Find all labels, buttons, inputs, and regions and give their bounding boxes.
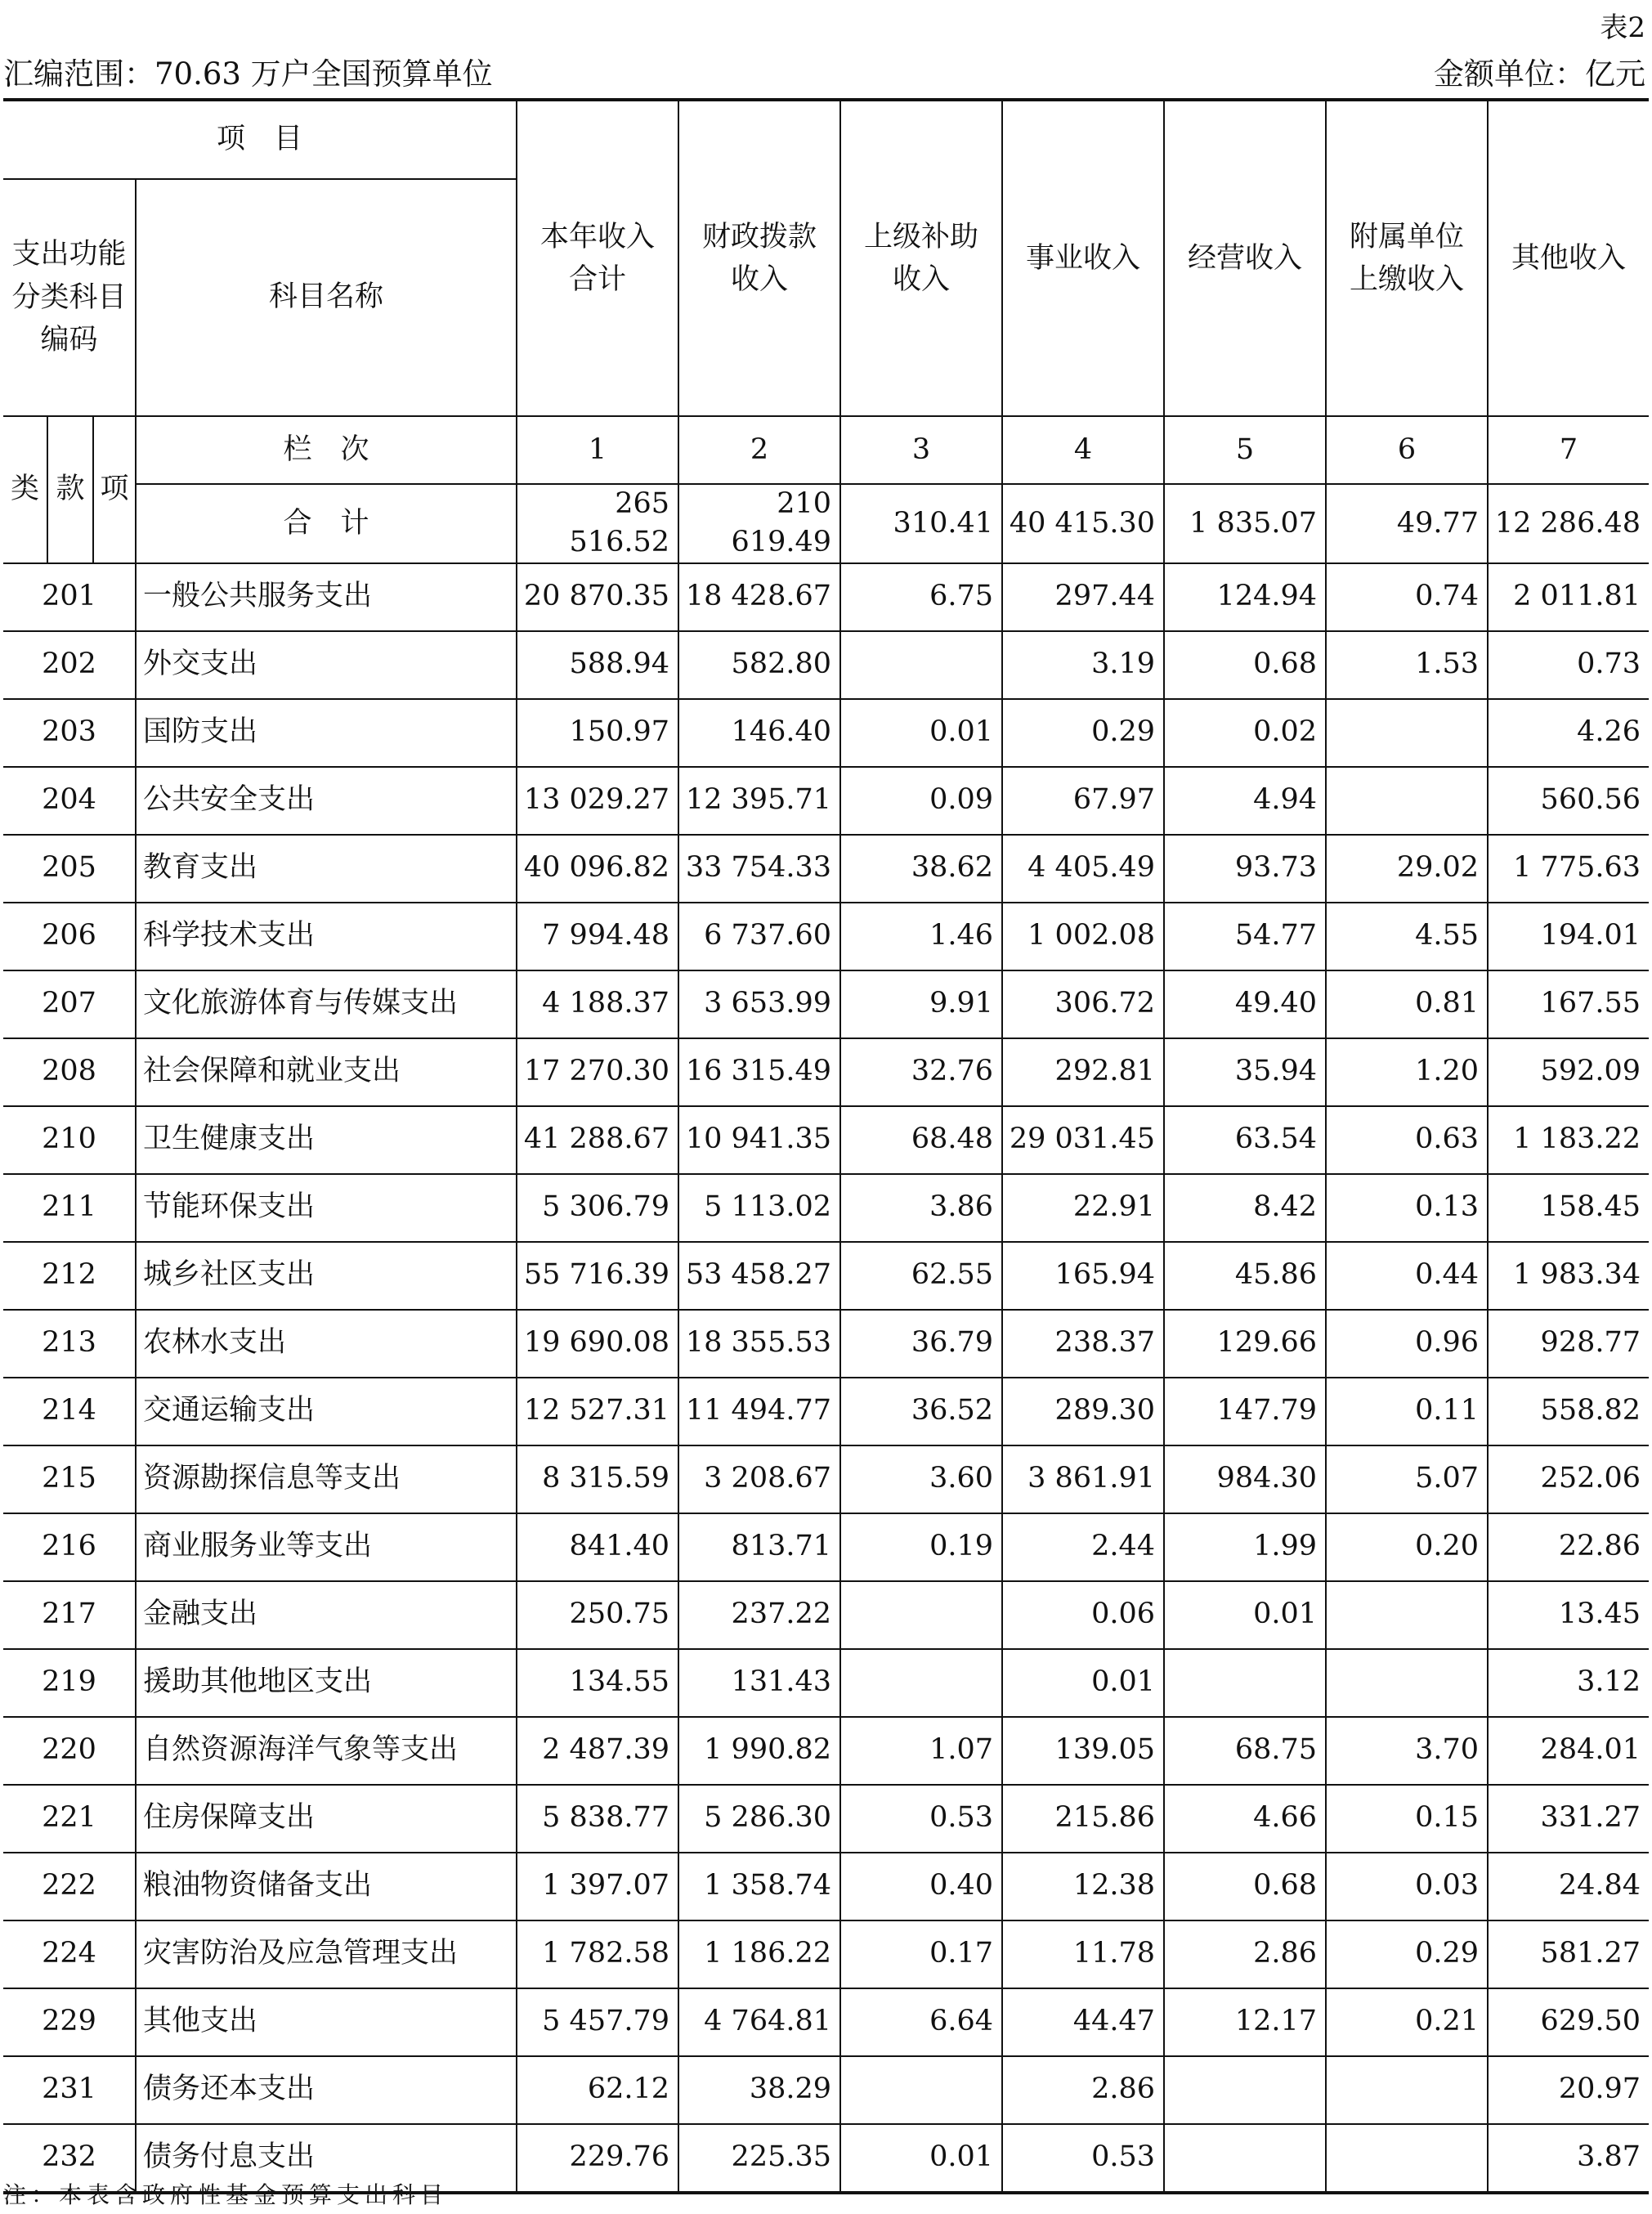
amount-cell: 3.19: [1002, 631, 1164, 699]
table-row: [3, 1242, 1649, 1310]
amount-cell: 62.12: [517, 2056, 678, 2124]
col-header-business-income: 事业收入: [1002, 100, 1164, 416]
amount-cell: [1326, 1649, 1488, 1717]
amount-cell: 150.97: [517, 699, 678, 767]
amount-cell: 158.45: [1488, 1174, 1649, 1242]
amount-cell: 592.09: [1488, 1038, 1649, 1106]
amount-cell: 2.44: [1002, 1513, 1164, 1581]
amount-cell: 0.09: [840, 767, 1002, 835]
amount-cell: 1 775.63: [1488, 835, 1649, 903]
amount-cell: 54.77: [1164, 903, 1326, 970]
subject-code: 220: [3, 1717, 136, 1785]
subject-code: 205: [3, 835, 136, 903]
amount-cell: 11 494.77: [678, 1378, 840, 1445]
subject-code: 229: [3, 1988, 136, 2056]
amount-cell: 252.06: [1488, 1445, 1649, 1513]
amount-cell: 6 737.60: [678, 903, 840, 970]
amount-cell: 4 764.81: [678, 1988, 840, 2056]
subject-code: 211: [3, 1174, 136, 1242]
amount-cell: 0.29: [1326, 1920, 1488, 1988]
amount-cell: 1.53: [1326, 631, 1488, 699]
amount-cell: 4.94: [1164, 767, 1326, 835]
total-value: 210 619.49: [678, 484, 840, 563]
code-header: 支出功能 分类科目 编码: [3, 179, 136, 416]
amount-cell: 3 861.91: [1002, 1445, 1164, 1513]
amount-cell: 22.91: [1002, 1174, 1164, 1242]
subject-code: 214: [3, 1378, 136, 1445]
amount-cell: 139.05: [1002, 1717, 1164, 1785]
lanci-label: 栏 次: [136, 416, 517, 484]
col-header-affiliated-remit: 附属单位 上缴收入: [1326, 100, 1488, 416]
amount-cell: 32.76: [840, 1038, 1002, 1106]
amount-cell: 0.06: [1002, 1581, 1164, 1649]
col-number: 3: [840, 416, 1002, 484]
amount-cell: 0.20: [1326, 1513, 1488, 1581]
amount-cell: 237.22: [678, 1581, 840, 1649]
amount-cell: [1326, 1581, 1488, 1649]
amount-cell: 1.99: [1164, 1513, 1326, 1581]
table-row: [3, 1513, 1649, 1581]
amount-cell: [1164, 2056, 1326, 2124]
amount-cell: 29.02: [1326, 835, 1488, 903]
amount-cell: 29 031.45: [1002, 1106, 1164, 1174]
amount-cell: 12 527.31: [517, 1378, 678, 1445]
subject-name: 债务付息支出: [136, 2124, 517, 2193]
amount-cell: [1164, 1649, 1326, 1717]
total-value: 49.77: [1326, 484, 1488, 563]
col-header-fiscal-allocation: 财政拨款 收入: [678, 100, 840, 416]
name-header: 科目名称: [136, 179, 517, 416]
amount-unit: 金额单位：亿元: [1434, 56, 1645, 92]
amount-cell: 7 994.48: [517, 903, 678, 970]
amount-cell: 93.73: [1164, 835, 1326, 903]
col-header-total-income: 本年收入 合计: [517, 100, 678, 416]
total-value: 40 415.30: [1002, 484, 1164, 563]
table-row: [3, 1853, 1649, 1920]
subject-name: 城乡社区支出: [136, 1242, 517, 1310]
amount-cell: 0.13: [1326, 1174, 1488, 1242]
amount-cell: 146.40: [678, 699, 840, 767]
amount-cell: 194.01: [1488, 903, 1649, 970]
amount-cell: 1 397.07: [517, 1853, 678, 1920]
amount-cell: 0.15: [1326, 1785, 1488, 1853]
amount-cell: [840, 1649, 1002, 1717]
col-number: 5: [1164, 416, 1326, 484]
amount-cell: [840, 1581, 1002, 1649]
amount-cell: 5 113.02: [678, 1174, 840, 1242]
amount-cell: 3.60: [840, 1445, 1002, 1513]
amount-cell: [1326, 2124, 1488, 2193]
amount-cell: 0.01: [840, 699, 1002, 767]
subject-code: 202: [3, 631, 136, 699]
amount-cell: 68.48: [840, 1106, 1002, 1174]
subject-name: 节能环保支出: [136, 1174, 517, 1242]
amount-cell: 4.66: [1164, 1785, 1326, 1853]
amount-cell: 558.82: [1488, 1378, 1649, 1445]
table-row: [3, 1785, 1649, 1853]
amount-cell: 225.35: [678, 2124, 840, 2193]
amount-cell: 841.40: [517, 1513, 678, 1581]
table-row: [3, 1649, 1649, 1717]
table-row: [3, 1920, 1649, 1988]
amount-cell: 62.55: [840, 1242, 1002, 1310]
subject-name: 金融支出: [136, 1581, 517, 1649]
amount-cell: 0.53: [840, 1785, 1002, 1853]
amount-cell: 1 782.58: [517, 1920, 678, 1988]
amount-cell: 12 395.71: [678, 767, 840, 835]
amount-cell: 38.62: [840, 835, 1002, 903]
table-row: [3, 1310, 1649, 1378]
subject-name: 灾害防治及应急管理支出: [136, 1920, 517, 1988]
table-row: [3, 1581, 1649, 1649]
amount-cell: 18 428.67: [678, 563, 840, 631]
amount-cell: 289.30: [1002, 1378, 1164, 1445]
amount-cell: 1 002.08: [1002, 903, 1164, 970]
total-label: 合 计: [136, 484, 517, 563]
amount-cell: 0.63: [1326, 1106, 1488, 1174]
amount-cell: 0.19: [840, 1513, 1002, 1581]
subject-name: 住房保障支出: [136, 1785, 517, 1853]
amount-cell: 331.27: [1488, 1785, 1649, 1853]
amount-cell: 22.86: [1488, 1513, 1649, 1581]
subject-name: 自然资源海洋气象等支出: [136, 1717, 517, 1785]
table-row: [3, 1445, 1649, 1513]
amount-cell: 229.76: [517, 2124, 678, 2193]
total-row: [3, 484, 1649, 563]
amount-cell: 0.17: [840, 1920, 1002, 1988]
amount-cell: 33 754.33: [678, 835, 840, 903]
amount-cell: 297.44: [1002, 563, 1164, 631]
subject-name: 交通运输支出: [136, 1378, 517, 1445]
subject-name: 粮油物资储备支出: [136, 1853, 517, 1920]
amount-cell: 5 286.30: [678, 1785, 840, 1853]
col-header-other-income: 其他收入: [1488, 100, 1649, 416]
amount-cell: 20 870.35: [517, 563, 678, 631]
col-number: 7: [1488, 416, 1649, 484]
amount-cell: 129.66: [1164, 1310, 1326, 1378]
subject-code: 204: [3, 767, 136, 835]
amount-cell: 2.86: [1002, 2056, 1164, 2124]
amount-cell: 10 941.35: [678, 1106, 840, 1174]
item-header: 项 目: [3, 100, 517, 179]
subject-name: 农林水支出: [136, 1310, 517, 1378]
amount-cell: 68.75: [1164, 1717, 1326, 1785]
amount-cell: 4.26: [1488, 699, 1649, 767]
col-number: 2: [678, 416, 840, 484]
amount-cell: 0.96: [1326, 1310, 1488, 1378]
amount-cell: 5.07: [1326, 1445, 1488, 1513]
header-row-item: [3, 100, 1649, 179]
subject-name: 教育支出: [136, 835, 517, 903]
amount-cell: 250.75: [517, 1581, 678, 1649]
subject-code: 221: [3, 1785, 136, 1853]
amount-cell: 4 188.37: [517, 970, 678, 1038]
amount-cell: 45.86: [1164, 1242, 1326, 1310]
subject-code: 206: [3, 903, 136, 970]
amount-cell: 0.29: [1002, 699, 1164, 767]
amount-cell: 0.01: [840, 2124, 1002, 2193]
amount-cell: 1.07: [840, 1717, 1002, 1785]
amount-cell: [1164, 2124, 1326, 2193]
table-row: [3, 2056, 1649, 2124]
amount-cell: 5 306.79: [517, 1174, 678, 1242]
subject-name: 援助其他地区支出: [136, 1649, 517, 1717]
table-row: [3, 563, 1649, 631]
col-header-operating-income: 经营收入: [1164, 100, 1326, 416]
amount-cell: 4 405.49: [1002, 835, 1164, 903]
amount-cell: 3.12: [1488, 1649, 1649, 1717]
amount-cell: 0.68: [1164, 1853, 1326, 1920]
amount-cell: [1326, 767, 1488, 835]
amount-cell: 2 011.81: [1488, 563, 1649, 631]
subject-code: 231: [3, 2056, 136, 2124]
amount-cell: [1326, 699, 1488, 767]
amount-cell: 6.64: [840, 1988, 1002, 2056]
amount-cell: 13.45: [1488, 1581, 1649, 1649]
amount-cell: 5 838.77: [517, 1785, 678, 1853]
subject-code: 232: [3, 2124, 136, 2193]
header-row-lanci: [3, 416, 1649, 484]
table-row: [3, 903, 1649, 970]
amount-cell: 3.86: [840, 1174, 1002, 1242]
amount-cell: 284.01: [1488, 1717, 1649, 1785]
amount-cell: 38.29: [678, 2056, 840, 2124]
total-value: 12 286.48: [1488, 484, 1649, 563]
total-value: 310.41: [840, 484, 1002, 563]
table-number: 表2: [1600, 11, 1645, 44]
subject-name: 债务还本支出: [136, 2056, 517, 2124]
amount-cell: 36.79: [840, 1310, 1002, 1378]
total-value: 1 835.07: [1164, 484, 1326, 563]
amount-cell: [840, 631, 1002, 699]
col-number: 6: [1326, 416, 1488, 484]
total-value: 265 516.52: [517, 484, 678, 563]
subject-code: 210: [3, 1106, 136, 1174]
subject-code: 203: [3, 699, 136, 767]
amount-cell: 12.38: [1002, 1853, 1164, 1920]
amount-cell: 0.11: [1326, 1378, 1488, 1445]
subject-name: 资源勘探信息等支出: [136, 1445, 517, 1513]
amount-cell: 306.72: [1002, 970, 1164, 1038]
col-number: 1: [517, 416, 678, 484]
xiang-header: 项: [93, 416, 136, 563]
table-row: [3, 1106, 1649, 1174]
amount-cell: 813.71: [678, 1513, 840, 1581]
table-row: [3, 1174, 1649, 1242]
table-note: 注：本表含政府性基金预算支出科目: [3, 2181, 449, 2208]
table-row: [3, 631, 1649, 699]
amount-cell: 928.77: [1488, 1310, 1649, 1378]
amount-cell: 49.40: [1164, 970, 1326, 1038]
subject-code: 217: [3, 1581, 136, 1649]
subject-name: 卫生健康支出: [136, 1106, 517, 1174]
amount-cell: 20.97: [1488, 2056, 1649, 2124]
amount-cell: 1.20: [1326, 1038, 1488, 1106]
subject-name: 科学技术支出: [136, 903, 517, 970]
amount-cell: 165.94: [1002, 1242, 1164, 1310]
amount-cell: 8 315.59: [517, 1445, 678, 1513]
col-header-superior-subsidy: 上级补助 收入: [840, 100, 1002, 416]
amount-cell: 13 029.27: [517, 767, 678, 835]
subject-name: 其他支出: [136, 1988, 517, 2056]
subject-code: 224: [3, 1920, 136, 1988]
subject-code: 215: [3, 1445, 136, 1513]
lei-header: 类: [3, 416, 47, 563]
amount-cell: 5 457.79: [517, 1988, 678, 2056]
subject-code: 201: [3, 563, 136, 631]
amount-cell: 4.55: [1326, 903, 1488, 970]
amount-cell: 0.40: [840, 1853, 1002, 1920]
kuan-header: 款: [47, 416, 93, 563]
table-row: [3, 835, 1649, 903]
amount-cell: [840, 2056, 1002, 2124]
amount-cell: 147.79: [1164, 1378, 1326, 1445]
subject-name: 社会保障和就业支出: [136, 1038, 517, 1106]
amount-cell: 1.46: [840, 903, 1002, 970]
table-row: [3, 1717, 1649, 1785]
amount-cell: 2.86: [1164, 1920, 1326, 1988]
amount-cell: 1 358.74: [678, 1853, 840, 1920]
amount-cell: 3.70: [1326, 1717, 1488, 1785]
subject-code: 207: [3, 970, 136, 1038]
amount-cell: 41 288.67: [517, 1106, 678, 1174]
compilation-scope: 汇编范围：70.63 万户全国预算单位: [3, 56, 493, 92]
col-number: 4: [1002, 416, 1164, 484]
amount-cell: 36.52: [840, 1378, 1002, 1445]
amount-cell: 560.56: [1488, 767, 1649, 835]
amount-cell: 3 653.99: [678, 970, 840, 1038]
amount-cell: 1 183.22: [1488, 1106, 1649, 1174]
amount-cell: 12.17: [1164, 1988, 1326, 2056]
amount-cell: 2 487.39: [517, 1717, 678, 1785]
subject-code: 212: [3, 1242, 136, 1310]
subject-name: 一般公共服务支出: [136, 563, 517, 631]
subject-code: 219: [3, 1649, 136, 1717]
amount-cell: 1 186.22: [678, 1920, 840, 1988]
amount-cell: 53 458.27: [678, 1242, 840, 1310]
subject-code: 222: [3, 1853, 136, 1920]
amount-cell: 0.81: [1326, 970, 1488, 1038]
amount-cell: 588.94: [517, 631, 678, 699]
amount-cell: 0.53: [1002, 2124, 1164, 2193]
amount-cell: 63.54: [1164, 1106, 1326, 1174]
amount-cell: 0.68: [1164, 631, 1326, 699]
amount-cell: 582.80: [678, 631, 840, 699]
amount-cell: 124.94: [1164, 563, 1326, 631]
amount-cell: 8.42: [1164, 1174, 1326, 1242]
subject-code: 216: [3, 1513, 136, 1581]
amount-cell: 0.21: [1326, 1988, 1488, 2056]
amount-cell: 0.74: [1326, 563, 1488, 631]
amount-cell: 131.43: [678, 1649, 840, 1717]
table-row: [3, 970, 1649, 1038]
amount-cell: 0.44: [1326, 1242, 1488, 1310]
budget-revenue-table: [3, 98, 1649, 2194]
amount-cell: 19 690.08: [517, 1310, 678, 1378]
amount-cell: 1 983.34: [1488, 1242, 1649, 1310]
amount-cell: 292.81: [1002, 1038, 1164, 1106]
amount-cell: 9.91: [840, 970, 1002, 1038]
amount-cell: 134.55: [517, 1649, 678, 1717]
amount-cell: 0.73: [1488, 631, 1649, 699]
amount-cell: 167.55: [1488, 970, 1649, 1038]
amount-cell: 0.01: [1164, 1581, 1326, 1649]
amount-cell: 3.87: [1488, 2124, 1649, 2193]
table-row: [3, 699, 1649, 767]
amount-cell: 1 990.82: [678, 1717, 840, 1785]
table-row: [3, 767, 1649, 835]
subject-name: 商业服务业等支出: [136, 1513, 517, 1581]
amount-cell: [1326, 2056, 1488, 2124]
table-row: [3, 1038, 1649, 1106]
amount-cell: 984.30: [1164, 1445, 1326, 1513]
amount-cell: 11.78: [1002, 1920, 1164, 1988]
amount-cell: 24.84: [1488, 1853, 1649, 1920]
amount-cell: 6.75: [840, 563, 1002, 631]
subject-name: 文化旅游体育与传媒支出: [136, 970, 517, 1038]
amount-cell: 629.50: [1488, 1988, 1649, 2056]
subject-name: 外交支出: [136, 631, 517, 699]
subject-name: 国防支出: [136, 699, 517, 767]
amount-cell: 215.86: [1002, 1785, 1164, 1853]
amount-cell: 44.47: [1002, 1988, 1164, 2056]
amount-cell: 0.02: [1164, 699, 1326, 767]
amount-cell: 16 315.49: [678, 1038, 840, 1106]
amount-cell: 17 270.30: [517, 1038, 678, 1106]
amount-cell: 40 096.82: [517, 835, 678, 903]
table-row: [3, 1378, 1649, 1445]
amount-cell: 67.97: [1002, 767, 1164, 835]
amount-cell: 35.94: [1164, 1038, 1326, 1106]
amount-cell: 0.01: [1002, 1649, 1164, 1717]
amount-cell: 3 208.67: [678, 1445, 840, 1513]
subject-name: 公共安全支出: [136, 767, 517, 835]
subject-code: 208: [3, 1038, 136, 1106]
subject-code: 213: [3, 1310, 136, 1378]
amount-cell: 238.37: [1002, 1310, 1164, 1378]
amount-cell: 581.27: [1488, 1920, 1649, 1988]
table-row: [3, 1988, 1649, 2056]
amount-cell: 18 355.53: [678, 1310, 840, 1378]
amount-cell: 0.03: [1326, 1853, 1488, 1920]
amount-cell: 55 716.39: [517, 1242, 678, 1310]
